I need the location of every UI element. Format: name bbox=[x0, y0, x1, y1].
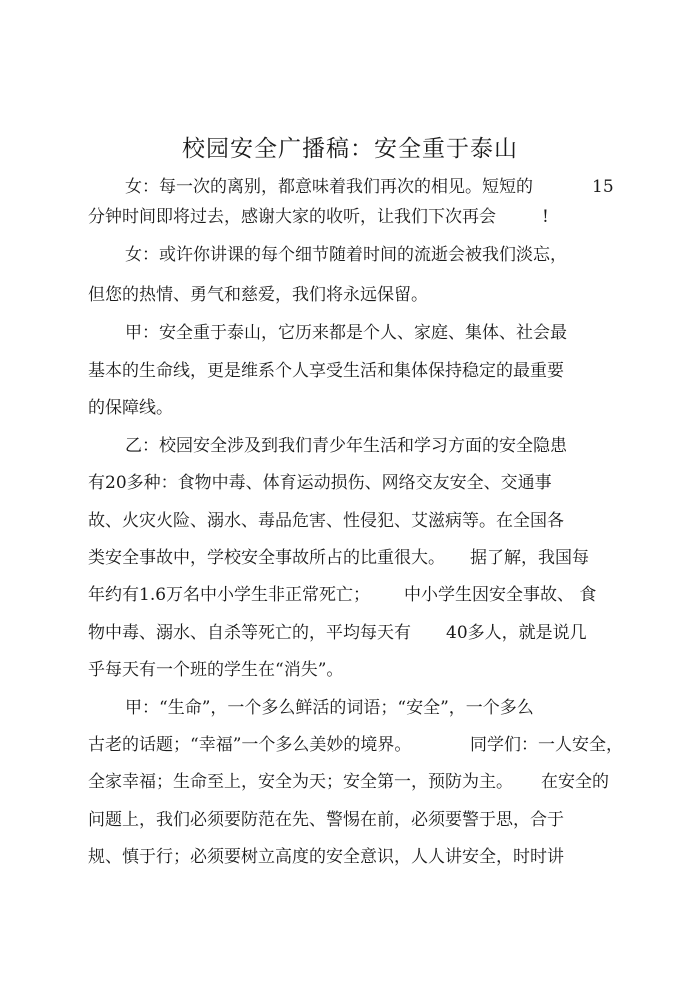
text-line: 在安全的 bbox=[541, 772, 609, 792]
text-line: 据了解，我国每 bbox=[470, 548, 589, 568]
text-line: 类安全事故中，学校安全事故所占的比重很大。 bbox=[88, 548, 445, 568]
text-line: 女：每一次的离别，都意味着我们再次的相见。短短的 bbox=[125, 177, 533, 197]
text-line: 的保障线。 bbox=[88, 398, 173, 418]
text-line: 年约有1.6万名中小学生非正常死亡； bbox=[88, 585, 371, 605]
text-line: 故、火灾火险、溺水、毒品危害、性侵犯、艾滋病等。在全国各 bbox=[88, 511, 564, 531]
text-line: 40多人，就是说几 bbox=[446, 623, 587, 643]
text-line: 但您的热情、勇气和慈爱，我们将永远保留。 bbox=[88, 285, 428, 305]
text-line: 古老的话题；“幸福”一个多么美妙的境界。 bbox=[88, 735, 412, 755]
text-line: 问题上，我们必须要防范在先、警惕在前，必须要警于思，合于 bbox=[88, 810, 564, 830]
text-line: 中小学生因安全事故、 食 bbox=[404, 585, 597, 605]
text-line: 全家幸福；生命至上，安全为天；安全第一，预防为主。 bbox=[88, 772, 513, 792]
text-line: 物中毒、溺水、自杀等死亡的，平均每天有 bbox=[88, 623, 411, 643]
text-line: 分钟时间即将过去，感谢大家的收听，让我们下次再会 bbox=[88, 207, 496, 227]
text-line: 乙：校园安全涉及到我们青少年生活和学习方面的安全隐患 bbox=[125, 436, 567, 456]
text-line: ! bbox=[542, 207, 549, 227]
text-line: 女：或许你讲课的每个细节随着时间的流逝会被我们淡忘， bbox=[125, 245, 567, 265]
text-line: 乎每天有一个班的学生在“消失”。 bbox=[88, 660, 344, 680]
document-title: 校园安全广播稿：安全重于泰山 bbox=[182, 136, 518, 162]
text-line: 有20多种：食物中毒、体育运动损伤、网络交友安全、交通事 bbox=[88, 473, 552, 493]
text-line: 基本的生命线，更是维系个人享受生活和集体保持稳定的最重要 bbox=[88, 361, 564, 381]
text-line: 15 bbox=[592, 177, 614, 197]
text-line: 规、慎于行；必须要树立高度的安全意识，人人讲安全，时时讲 bbox=[88, 847, 564, 867]
text-line: 甲：安全重于泰山，它历来都是个人、家庭、集体、社会最 bbox=[125, 323, 567, 343]
text-line: 甲：“生命”，一个多么鲜活的词语；“安全”，一个多么 bbox=[125, 698, 534, 718]
text-line: 同学们：一人安全， bbox=[470, 735, 623, 755]
